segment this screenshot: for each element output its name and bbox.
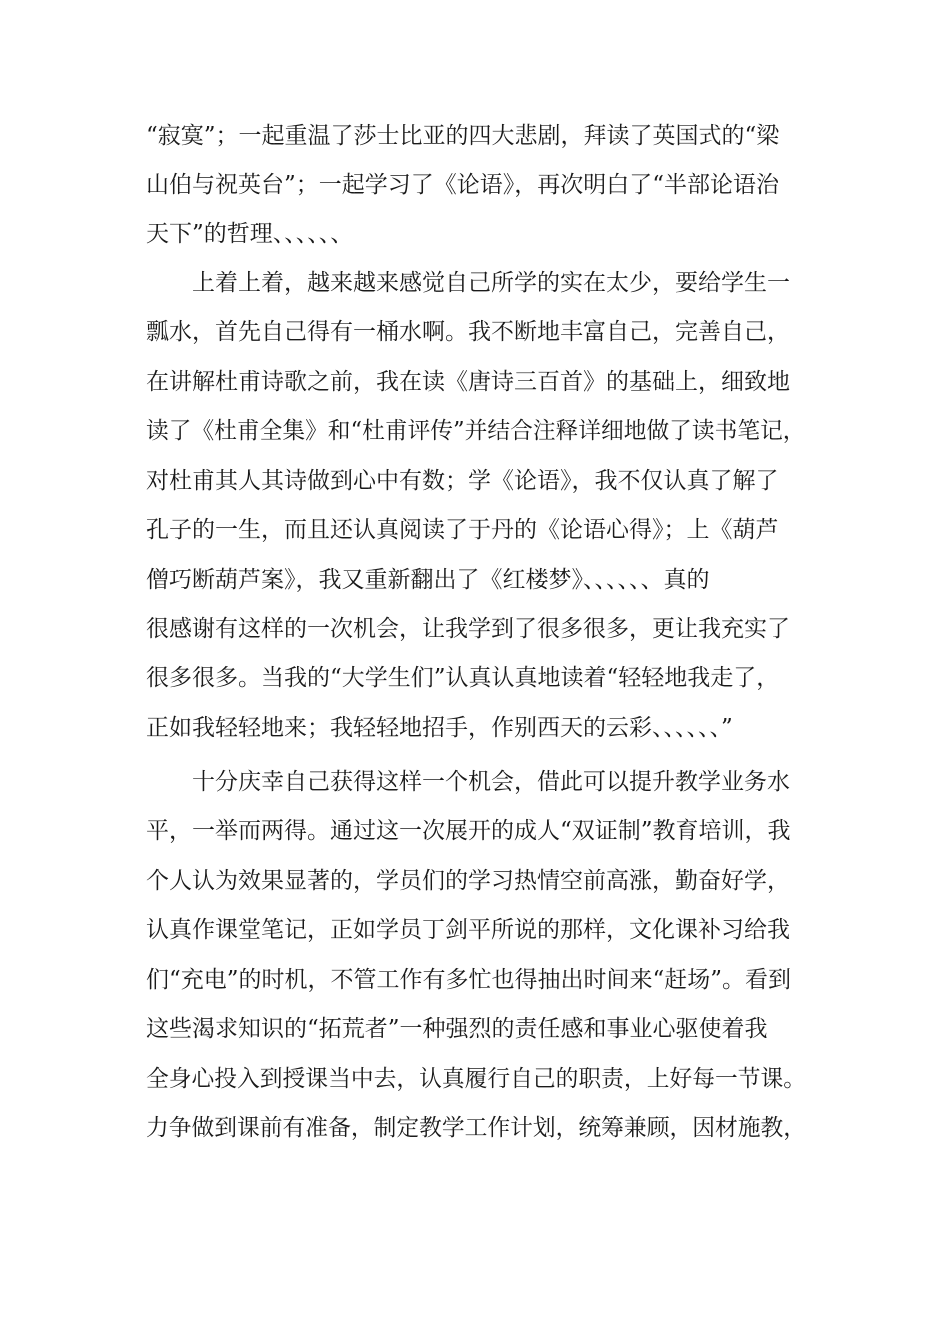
text-line: 们“充电”的时机，不管工作有多忙也得抽出时间来“赶场”。看到	[146, 967, 792, 993]
text-line: 僧巧断葫芦案》，我又重新翻出了《红楼梦》、、、、、、真的	[146, 567, 710, 593]
text-line: 读了《杜甫全集》和“杜甫评传”并结合注释详细地做了读书笔记，	[146, 418, 806, 444]
text-line: 在讲解杜甫诗歌之前，我在读《唐诗三百首》的基础上，细致地	[146, 369, 790, 395]
text-line: 很多很多。当我的“大学生们”认真认真地读着“轻轻地我走了，	[146, 665, 780, 691]
text-line: 平，一举而两得。通过这一次展开的成人“双证制”教育培训，我	[146, 818, 791, 844]
text-line: 天下”的哲理、、、、、、	[146, 221, 354, 247]
text-line: 对杜甫其人其诗做到心中有数；学《论语》，我不仅认真了解了	[146, 468, 779, 494]
text-line: 个人认为效果显著的，学员们的学习热情空前高涨，勤奋好学，	[146, 868, 790, 894]
text-line: 认真作课堂笔记，正如学员丁剑平所说的那样，文化课补习给我	[146, 917, 790, 943]
text-line: 力争做到课前有准备，制定教学工作计划，统筹兼顾，因材施教，	[146, 1115, 806, 1141]
text-line: 这些渴求知识的“拓荒者”一种强烈的责任感和事业心驱使着我	[146, 1016, 768, 1042]
text-line: “寂寞”；一起重温了莎士比亚的四大悲剧，拜读了英国式的“梁	[146, 123, 780, 149]
text-line: 山伯与祝英台”；一起学习了《论语》，再次明白了“半部论语治	[146, 172, 780, 198]
text-line: 孔子的一生，而且还认真阅读了于丹的《论语心得》；上《葫芦	[146, 517, 779, 543]
text-line: 正如我轻轻地来；我轻轻地招手，作别西天的云彩、、、、、、”	[146, 715, 733, 741]
text-line: 很感谢有这样的一次机会，让我学到了很多很多，更让我充实了	[146, 616, 790, 642]
paragraph-start-line: 十分庆幸自己获得这样一个机会，借此可以提升教学业务水	[192, 769, 790, 795]
text-line: 全身心投入到授课当中去，认真履行自己的职责，上好每一节课。	[146, 1066, 806, 1092]
text-line: 瓢水，首先自己得有一桶水啊。我不断地丰富自己，完善自己，	[146, 319, 790, 345]
paragraph-start-line: 上着上着，越来越来感觉自己所学的实在太少，要给学生一	[192, 270, 790, 296]
